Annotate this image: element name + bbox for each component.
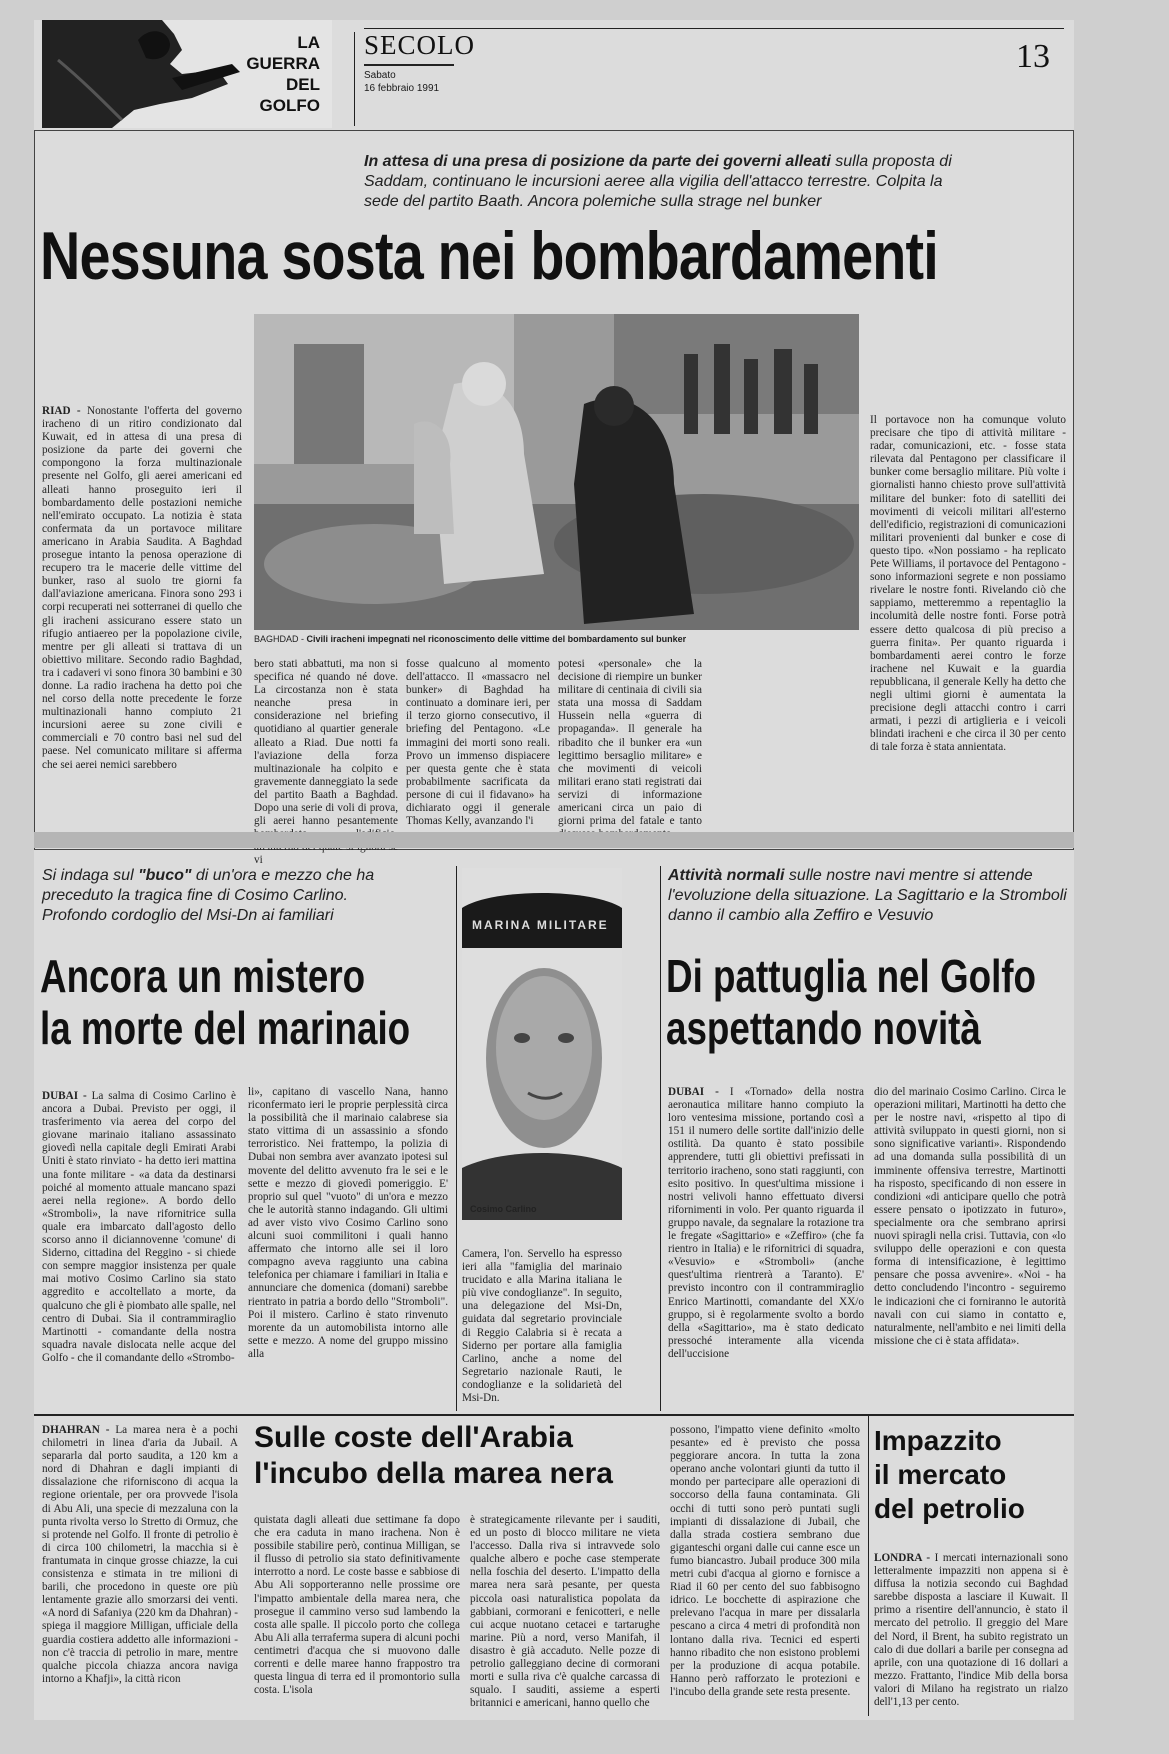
sailor-photo-caption: Cosimo Carlino (470, 1204, 537, 1214)
story1-column-3: fosse qualcuno al momento dell'attacco. Il «massacro nel bunker» di Baghdad ha continuato a dominare ieri, per il terzo giorno consecutivo, il briefing del Pentagono. «Le immagini dei morti sono reali. Provo un immenso dispiacere per questa gente che è stata probabilmente sacrificata da persone di cui il fidavano» ha dichiarato oggi il generale Thomas Kelly, avanzando l'i (406, 658, 550, 828)
story5-divider (868, 1416, 869, 1716)
masthead-underline (364, 64, 454, 66)
story4-column-3: è strategicamente rilevante per i sauditi, ed un posto di blocco militare ne vieta l'accesso. Dalla riva si intravvede solo qualche albero e poche case stemperate nella foschia del deserto. L'impatto della marea nera sarà pesante, per questa piccola oasi naturalistica popolata da gabbiani, cormorani e fenicotteri, e nelle cui acque nuotano cetacei e tartarughe marine. Più a nord, verso Manifah, il disastro è già accaduto. Nelle pozze di petrolio galleggiano decine di cormorani morti e sulla riva c'è qualche carcassa di squalo. I sauditi, assieme a esperti britannici e americani, hanno quello che (470, 1514, 660, 1710)
story1-dateline: RIAD - (42, 405, 81, 417)
story4-column-4: possono, l'impatto viene definito «molto pesante» ed è previsto che possa peggiorare ancora. In tutta la zona operano anche volontari giunti da tutto il mondo per partecipare alle operazioni di soccorso della fauna contaminata. Gli occhi di tutti sono però puntati sugli impianti di dissalazione di Jubail, che dalla strada costiera sembrano due giganteschi organi dalle cui canne esce un fumo biancastro. Jubail produce 300 mila metri cubi d'acqua al giorno e fornisce a Riad il 60 per cento del suo fabbisogno idrico. Le bocchette di aspirazione che prelevano l'acqua in mare per dissalarla pescano a circa 4 metri di profondità non lontano dalla riva. Tecnici ed esperti hanno ribadito che non esistono problemi per la produzione di acqua potabile. Hanno però rafforzato le protezioni e l'incubo della grande sete resta presente. (670, 1424, 860, 1698)
photo-caption: BAGHDAD - Civili iracheni impegnati nel riconoscimento delle vittime del bombardamento sul bunker (254, 634, 687, 644)
issue-day: Sabato (364, 70, 396, 81)
masthead-divider (354, 32, 355, 126)
story1-column-1: RIAD - Nonostante l'offerta del governo iracheno di un ritiro condizionato dal Kuwait, ed in attesa di una presa di posizione da parte dei governi che compongono la forza multinazionale presente nel Golfo, gli aerei americani ed alleati hanno proseguito ieri il bombardamento delle postazioni nemiche nell'emirato occupato. La notizia è stata confermata da un portavoce militare americano in Arabia Saudita. A Baghdad prosegue intanto la penosa operazione di recupero tra le macerie delle vittime del bunker, raso al suolo tre giorni fa dall'aviazione americana. Finora sono 293 i corpi recuperati nei sotterranei di quello che gli iracheni assicurano essere stato un rifugio antiaereo per la popolazione civile, mentre per gli alleati si trattava di un obiettivo militare. Secondo radio Baghdad, tra i cadaveri vi sono finora 30 bambini e 30 donne. La radio irachena ha detto poi che nel corso della notte precedente le forze multinazionali hanno compiuto 21 incursioni aeree su zone civili e commerciali e 70 contro basi nel sud del paese. Nel comunicato militare si afferma che sei aerei nemici sarebbero (42, 405, 242, 771)
story5-headline: Impazzito il mercato del petrolio (874, 1425, 1025, 1524)
story4-dateline: DHAHRAN - (42, 1424, 110, 1436)
story1-column-5: Il portavoce non ha comunque voluto precisare che tipo di attività militare - radar, comunicazioni, etc. - fosse stata rilevata dal Pentagono per classificare il bunker come bersaglio militare. Più volte i giornalisti hanno chiesto prove sull'attività militare del bunker: foto di satelliti dei movimenti di veicoli militari all'esterno dell'edificio, registrazioni di comunicazioni militari provenienti dal bunker e cose di questo tipo. «Non possiamo - ha replicato Pete Williams, il portavoce del Pentagono - sono informazioni segrete e non possiamo rivelare le nostre fonti. Rivelando ciò che sappiamo, metteremmo a repentaglio la incolumità delle nostre fonti. Forse potrà essere detto qualcosa di più preciso a guerra finita». Per quanto riguarda i bombardamenti aerei contro le forze irachene nel Kuwait e la guardia repubblicana, il generale Kelly ha detto che negli ultimi giorni è aumentata la precisione degli attacchi contro i carri armati, i pezzi di artiglieria e i veicoli blindati iracheni e che circa il 30 per cento di tale forza è stata annientata. (870, 414, 1066, 754)
story2-column-2: li», capitano di vascello Nana, hanno riconfermato ieri le proprie perplessità circa la possibilità che il marinaio calabrese sia stato vittima di un assassinio a sfondo terroristico. Nei frattempo, la polizia di Dubai non sembra aver avanzato ipotesi sul movente del delitto avvenuto fra le sei e le sette e mezzo di giovedì pomeriggio. E' proprio sul quel "vuoto" di un'ora e mezzo che le autorità stanno indagando. Gli ultimi ad aver visto vivo Cosimo Carlino sono alcuni suoi commilitoni i quali hanno affermato che intorno alle sei il loro compagno aveva raggiunto una cabina telefonica per chiamare i familiari in Italia e annunciare che domenica (domani) sarebbe rientrato in patria a bordo dello "Stromboli". Poi il mistero. Carlino è stato rinvenuto morente da un automobilista intorno alle sette e mezzo. A nome del gruppo missino alla (248, 1086, 448, 1360)
cap-band-label: MARINA MILITARE (472, 918, 609, 932)
story2-dateline: DUBAI - (42, 1090, 87, 1102)
section-title-line3: GOLFO (259, 96, 320, 115)
story2-kicker: Si indaga sul "buco" di un'ora e mezzo che ha preceduto la tragica fine di Cosimo Carlino. Profondo cordoglio del Msi-Dn ai familiari (42, 867, 375, 924)
column-divider-left (456, 866, 457, 1411)
story3-column-2: dio del marinaio Cosimo Carlino. Circa le operazioni militari, Martinotti ha detto che per le nostre navi, «rispetto al tipo di attività sviluppato in questi giorni, non si sono significative varianti». Rispondendo ad una domanda sulla possibilità di un imminente offensiva terrestre, Martinotti ha risposto, specificando di non essere in condizioni «di anticipare quello che potrà essere pensato o ipotizzato in futuro», specialmente ora che sembrano aprirsi nuovi spiragli nella crisi. Tuttavia, con «lo sviluppo delle operazioni e con questa forma di intensificazione, è legittimo pensare che possa avvenire». «Noi - ha detto concludendo l'incontro - seguiremo le indicazioni che ci forniranno le autorità navali con cui siamo in contatto e, naturalmente, nell'ambito e nei limiti della missione che ci è stata affidata». (874, 1086, 1066, 1347)
top-rule (364, 28, 1064, 29)
story2-column-1: DUBAI - La salma di Cosimo Carlino è ancora a Dubai. Previsto per oggi, il trasferimento via aerea del corpo del giovane marinaio italiano assassinato giovedì nella capitale degli Emirati Arabi Uniti è stato rinviato - ha detto ieri mattina una fonte militare - «a data da destinarsi poiché al momento attuale mancano spazi aerei nella regione». A bordo dello «Stromboli», la nave rifornitrice sulla quale era imbarcato dall'agosto dello scorso anno il diciannovenne 'comune' di Siderno, cittadina del Reggino - si chiede con sempre maggior insistenza per quale mai motivo Cosimo Carlino sia stato aggredito e accoltellato a morte, da qualcuno che gli è piombato alle spalle, nel centro di Dubai. Sia il contrammiraglio Martinotti - comandante della nostra squadra navale dislocata nelle acque del Golfo - che il comandante dello «Strombo- (42, 1090, 237, 1364)
bottom-section-rule (34, 1414, 1074, 1416)
story3-column-1: DUBAI - I «Tornado» della nostra aeronautica militare hanno compiuto la loro ventesima missione, portando così a 151 il numero delle sortite dall'inizio delle ostilità. Da quanto è stato possibile apprendere, tutti gli obiettivi prefissati in territorio iracheno, sono stati raggiunti, con esito positivo. In quest'ultima missione i nostri velivoli hanno effettuato diversi rifornimenti in volo. Per quanto riguarda il gruppo navale, da segnalare la rotazione tra le fregate «Sagittario» e «Zeffiro» (che fa rientro in Italia) e le rifornitrici di squadra, «Vesuvio» e «Stromboli» (anche quest'ultima rientrerà a Taranto). E' previsto incontro con il contrammiraglio Enrico Martinotti, comandante del XX/o gruppo, si è regolarmente svolto a bordo della «Sagittario», ma è stato dedicato pressoché interamente alla vicenda dell'uccisione (668, 1086, 865, 1360)
section-separator-band (34, 832, 1074, 848)
story1-column-2: bero stati abbattuti, ma non si specifica né quando né dove. La circostanza non è stata neanche presa in considerazione nel briefing quotidiano al quartier generale alleato a Riad. Due notti fa l'aviazione della forza multinazionale ha colpito e gravemente danneggiato la sede del partito Baath a Baghdad. Dopo una serie di voli di prova, gli aerei hanno pesantemente vi (254, 658, 398, 867)
story3-headline: Di pattuglia nel Golfo aspettando novità (666, 950, 1037, 1054)
story3-kicker: Attività normali sulle nostre navi mentre si attende l'evoluzione della situazione. La Sagittario e la Stromboli danno il cambio alla Zeffiro e Vesuvio (668, 867, 1067, 924)
section-title-line2: DEL (286, 75, 320, 94)
story2-headline: Ancora un mistero la morte del marinaio (40, 950, 411, 1054)
bunker-victims-photo (254, 314, 859, 630)
section-title-line1: LA GUERRA (246, 33, 320, 73)
story5-dateline: LONDRA - (874, 1552, 931, 1564)
story5-column-1: LONDRA - I mercati internazionali sono letteralmente impazziti non appena si è diffusa la notizia secondo cui Baghdad sarebbe disposta a lasciare il Kuwait. Il primo a risentire dell'annuncio, è stato il mercato del petrolio. Il greggio del Mare del Nord, il Brent, ha subito registrato un calo di due dollari a barile per consegna ad aprile, con una quotazione di 16 dollari a mezzo. Frattanto, l'indice Mib della borsa valori di Milano ha registrato un rialzo dell'1,13 per cento. (874, 1552, 1068, 1709)
paper-name: SECOLO (364, 30, 476, 60)
story4-column-2: quistata dagli alleati due settimane fa dopo che era caduta in mano irachena. Non è possibile stabilire però, continua Milligan, se il flusso di petrolio sia stato definitivamente interrotto a nord. Le coste basse e sabbiose di Abu Ali sopporteranno nelle prossime ore l'impatto ambientale della marea nera, che prosegue il cammino verso sud lambendo la costa alle spalle. Il piccolo porto che collega Abu Ali alla terraferma supera di alcuni pochi centimetri d'acqua che si muovono dalle correnti e delle maree hanno frappostro tra questa lingua di terra ed il promontorio sulla costa. L'isola (254, 1514, 460, 1697)
newspaper-page (34, 20, 1074, 1720)
story1-kicker: In attesa di una presa di posizione da parte dei governi alleati sulla proposta di Saddam, continuano le incursioni aeree alla vigilia dell'attacco terrestre. Colpita la sede del partito Baath. Ancora polemiche sulla strage nel bunker (364, 153, 952, 210)
section-logo (42, 20, 332, 128)
story4-column-1: DHAHRAN - La marea nera è a pochi chilometri in linea d'aria da Jubail. A separarla dal porto saudita, a 120 km a nord di Dhahran e dagli impianti di dissalazione che riforniscono di acqua la regione orientale, per ora provvede l'isola di Abu Ali, una specie di mezzaluna con la punta rivolta verso lo Stretto di Ormuz, che si protende nel Golfo. Il fronte di petrolio è di circa 100 chilometri, la macchia si è frantumata in cinque grosse chiazze, la cui consistenza e stimata in tre milioni di barili, che procedono in queste ore più lentamente grazie allo smorzarsi dei venti. «A nord di Safaniya (220 km da Dhahran) - spiega il maggiore Milligan, ufficiale della guardia costiera addetto alle informazioni - non c'è traccia di petrolio in mare, mentre qualche piccola chiazza ancora naviga intorno a Khafji», la città ricon (42, 1424, 238, 1685)
story3-dateline: DUBAI - (668, 1086, 719, 1098)
sailor-portrait-photo (462, 868, 622, 1220)
page-number: 13 (1016, 38, 1050, 75)
column-divider-right (660, 866, 661, 1411)
story4-headline: Sulle coste dell'Arabia l'incubo della marea nera (254, 1421, 613, 1490)
issue-date: 16 febbraio 1991 (364, 83, 440, 94)
story1-column-4: potesi «personale» che la decisione di riempire un bunker militare di centinaia di civili sia stata una mossa di Saddam Hussein nella «guerra di propaganda». Il generale ha ribadito che il bunker era «un legittimo bersaglio militare» e che movimenti di veicoli militari erano stati registrati dai servizi di informazione americani circa un paio di giorni prima del fatale e tanto (558, 658, 702, 828)
story2-column-3: Camera, l'on. Servello ha espresso ieri alla "famiglia del marinaio trucidato e alla Marina italiana le più vive condoglianze". In seguito, una delegazione del Msi-Dn, guidata dal segretario provinciale di Reggio Calabria si è recata a Siderno per portare alla famiglia Carlino, anche a nome del Segretario nazionale Rauti, le condoglianze e la solidarietà del Msi-Dn. (462, 1248, 622, 1405)
story1-headline: Nessuna sosta nei bombardamenti (40, 218, 938, 294)
